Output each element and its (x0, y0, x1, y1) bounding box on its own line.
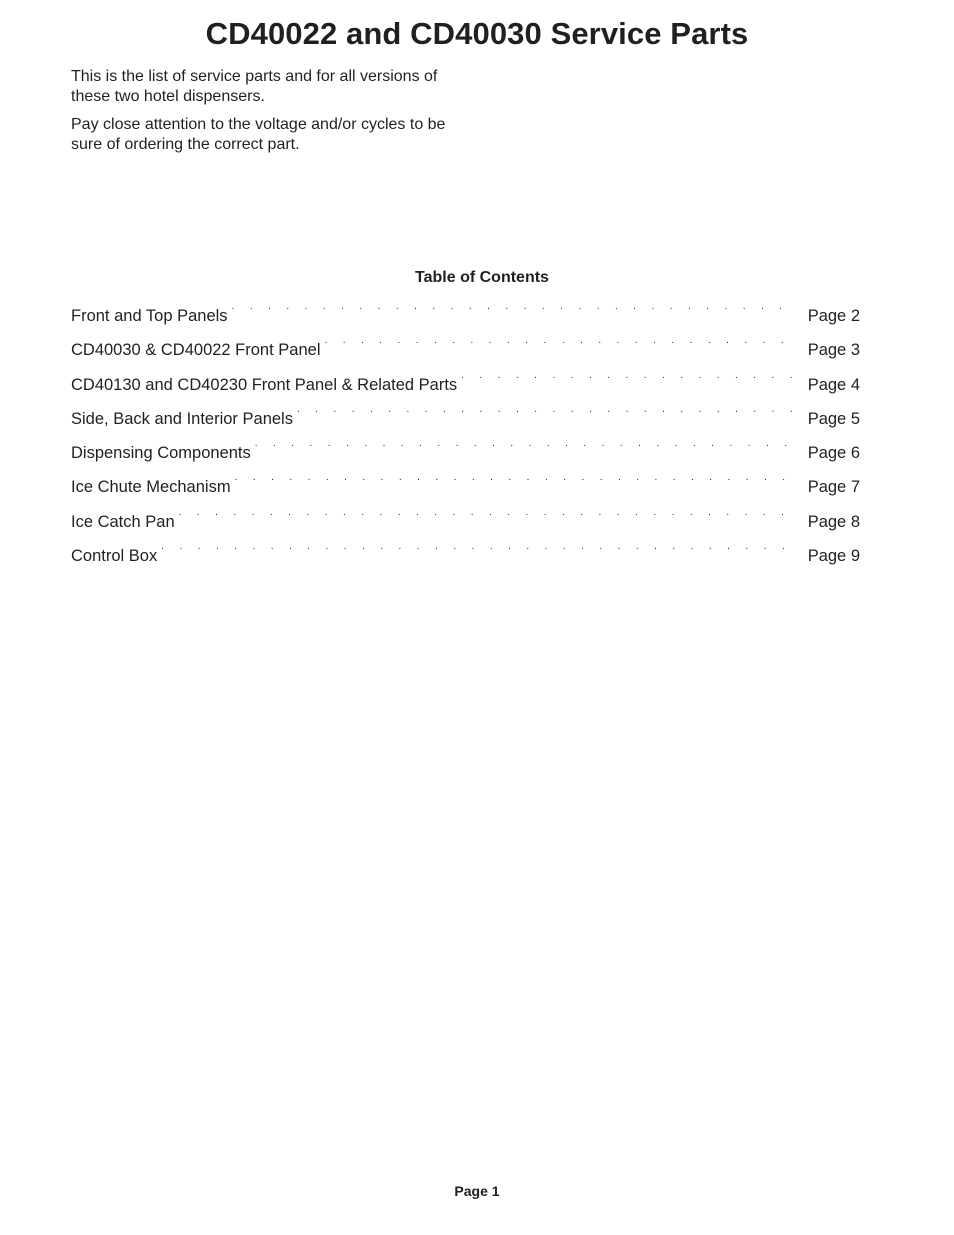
toc-dot-leader (161, 539, 795, 561)
toc-entry-label: Control Box (71, 547, 158, 566)
toc-dot-leader (255, 436, 796, 458)
toc-entry[interactable] (71, 470, 860, 504)
document-title: CD40022 and CD40030 Service Parts (205, 16, 749, 51)
toc-entry-page: Page 8 (807, 512, 860, 531)
toc-entry-page: Page 6 (807, 444, 860, 463)
toc-entry[interactable] (71, 436, 860, 470)
toc-dot-leader (235, 470, 796, 492)
toc-entry-label: CD40030 & CD40022 Front Panel (71, 341, 321, 360)
page-number: Page 1 (454, 1183, 500, 1199)
toc-entry[interactable] (71, 505, 860, 539)
intro-paragraph: Pay close attention to the voltage and/or cycles to be sure of ordering the correct part. (71, 116, 446, 153)
toc-entry[interactable] (71, 539, 860, 573)
table-of-contents (71, 299, 860, 573)
toc-entry-label: Ice Catch Pan (71, 512, 175, 531)
toc-entry-page: Page 2 (807, 307, 860, 325)
toc-entry[interactable] (71, 333, 860, 367)
toc-dot-leader (297, 402, 796, 424)
toc-entry-page: Page 7 (807, 478, 860, 497)
toc-entry-page: Page 3 (807, 341, 860, 360)
toc-dot-leader (324, 333, 795, 355)
intro-paragraph: This is the list of service parts and for all versions of these two hotel dispensers. (71, 68, 438, 105)
toc-entry-label: Front and Top Panels (71, 307, 228, 325)
toc-dot-leader (461, 368, 796, 390)
toc-entry-label: CD40130 and CD40230 Front Panel & Related Parts (71, 375, 458, 394)
toc-dot-leader (232, 299, 796, 321)
toc-entry-page: Page 5 (807, 409, 860, 428)
toc-entry-label: Ice Chute Mechanism (71, 478, 231, 497)
toc-entry-page: Page 9 (807, 547, 860, 566)
toc-entry-label: Dispensing Components (71, 444, 251, 463)
intro-text (71, 67, 471, 163)
toc-entry-label: Side, Back and Interior Panels (71, 409, 293, 428)
toc-entry[interactable] (71, 299, 860, 333)
toc-title: Table of Contents (415, 269, 549, 286)
toc-entry-page: Page 4 (807, 375, 860, 394)
toc-dot-leader (179, 505, 796, 527)
toc-entry[interactable] (71, 402, 860, 436)
toc-entry[interactable] (71, 368, 860, 402)
